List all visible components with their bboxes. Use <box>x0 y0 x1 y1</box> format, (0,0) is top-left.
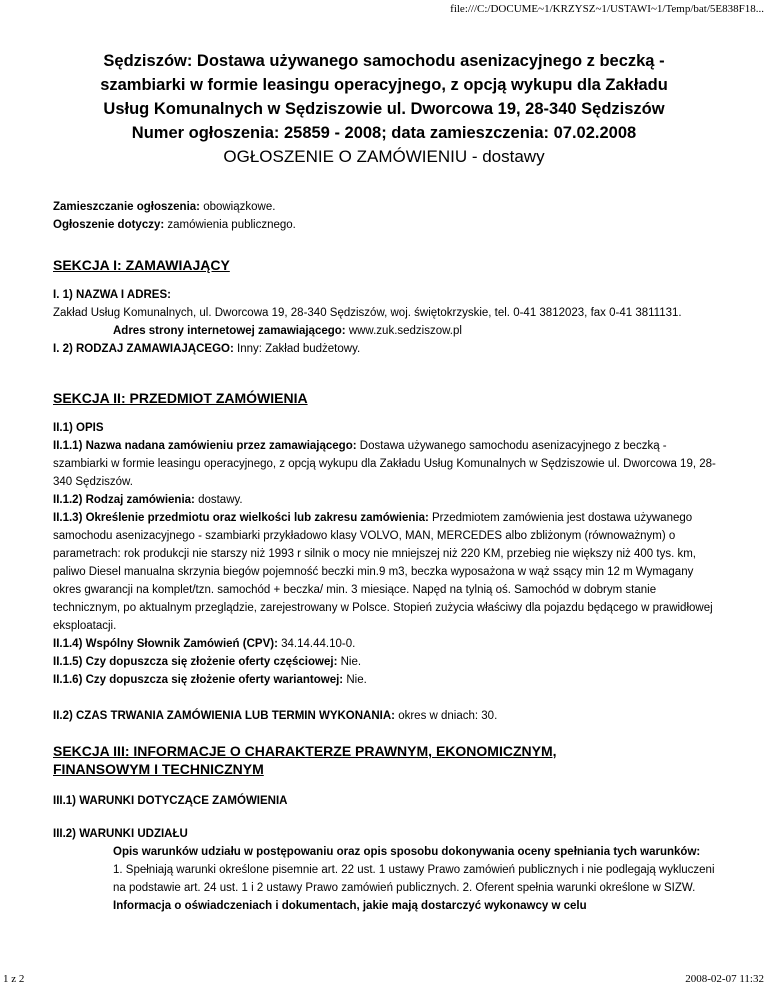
ii12-label: II.1.2) Rodzaj zamówienia: <box>53 494 195 506</box>
i1-label: I. 1) NAZWA I ADRES: <box>53 289 171 301</box>
ii14-label: II.1.4) Wspólny Słownik Zamówień (CPV): <box>53 638 278 650</box>
website-value: www.zuk.sedziszow.pl <box>345 325 462 337</box>
ii16-label: II.1.6) Czy dopuszcza się złożenie oferty wariantowej: <box>53 674 344 686</box>
print-datetime: 2008-02-07 11:32 <box>685 973 764 985</box>
website-label: Adres strony internetowej zamawiającego: <box>113 325 346 337</box>
i1-text: Zakład Usług Komunalnych, ul. Dworcowa 19, 28-340 Sędziszów, woj. świętokrzyskie, tel. 0-41 3812023, fax 0-41 3811131. <box>53 307 682 319</box>
i2-value: Inny: Zakład budżetowy. <box>233 343 361 355</box>
section-1-heading: SEKCJA I: ZAMAWIAJĄCY <box>53 257 230 273</box>
announcement-number: Numer ogłoszenia: 25859 - 2008; data zamieszczenia: 07.02.2008 <box>131 124 637 142</box>
placing-label: Zamieszczanie ogłoszenia: <box>53 201 200 213</box>
ii2-label: II.2) CZAS TRWANIA ZAMÓWIENIA LUB TERMIN WYKONANIA: <box>53 710 395 722</box>
announcement-type: OGŁOSZENIE O ZAMÓWIENIU - dostawy <box>223 147 545 166</box>
placing-value: obowiązkowe. <box>200 201 276 213</box>
iii1-label: III.1) WARUNKI DOTYCZĄCE ZAMÓWIENIA <box>53 795 288 807</box>
announcement-title <box>20 49 748 169</box>
iii2-label: III.2) WARUNKI UDZIAŁU <box>53 828 188 840</box>
ii11-label: II.1.1) Nazwa nadana zamówieniu przez zamawiającego: <box>53 440 357 452</box>
title-line-1: Sędziszów: Dostawa używanego samochodu asenizacyjnego z beczką - <box>103 52 665 70</box>
section-2-heading: SEKCJA II: PRZEDMIOT ZAMÓWIENIA <box>53 390 308 406</box>
ii2-value: okres w dniach: 30. <box>395 710 498 722</box>
ii12-value: dostawy. <box>194 494 243 506</box>
conditions-text: 1. Spełniają warunki określone pisemnie art. 22 ust. 1 ustawy Prawo zamówień publicznych i nie podlegają wykluczeni na podstawie art. 24 ust. 1 i 2 ustawy Prawo zamówień publicznych. 2. Oferent spełnia warunki określone w SIZW. <box>113 864 715 894</box>
ii15-value: Nie. <box>337 656 362 668</box>
intro-block <box>53 198 723 234</box>
iii2-block <box>53 825 723 915</box>
section-3-heading-line-2: FINANSOWYM I TECHNICZNYM <box>53 761 264 777</box>
ii2-block <box>53 707 723 725</box>
ii13-value: Przedmiotem zamówienia jest dostawa używanego samochodu asenizacyjnego - szambiarki przykładowo klasy VOLVO, MAN, MERCEDES albo zbliżonym (równoważnym) o parametrach: rok produkcji nie starszy niż 1993 r silnik o mocy nie mniejszej niż 220 KM, przebieg nie większy niż 400 tys. km, paliwo Diesel manualna skrzynia biegów pojemność beczki min.9 m3, beczka wyposażona w wąż ssący min 12 m Wymagany okres gwarancji na komplet/tzn. samochód + beczka/ min. 3 miesiące. Napęd na tylnią oś. Samochód w dobrym stanie technicznym, po aktualnym przeglądzie, zarejestrowany w Polsce. Stopień zużycia właściwy dla pojazdu będącego w prawidłowej eksploatacji. <box>53 512 713 632</box>
ii1-label: II.1) OPIS <box>53 422 104 434</box>
title-line-3: Usług Komunalnych w Sędziszowie ul. Dworcowa 19, 28-340 Sędziszów <box>103 100 665 118</box>
title-line-2: szambiarki w formie leasingu operacyjnego, z opcją wykupu dla Zakładu <box>100 76 668 94</box>
iii1-block <box>53 792 723 810</box>
ii13-label: II.1.3) Określenie przedmiotu oraz wielkości lub zakresu zamówienia: <box>53 512 429 524</box>
section-3-heading <box>53 742 718 778</box>
concerns-value: zamówienia publicznego. <box>164 219 296 231</box>
concerns-label: Ogłoszenie dotyczy: <box>53 219 165 231</box>
conditions-label: Opis warunków udziału w postępowaniu oraz opis sposobu dokonywania oceny spełniania tych warunków: <box>113 846 701 858</box>
section-1-body <box>53 286 723 358</box>
browser-url: file:///C:/DOCUME~1/KRZYSZ~1/USTAWI~1/Temp/bat/5E838F18... <box>450 3 764 15</box>
ii14-value: 34.14.44.10-0. <box>277 638 356 650</box>
i2-label: I. 2) RODZAJ ZAMAWIAJĄCEGO: <box>53 343 234 355</box>
documents-label: Informacja o oświadczeniach i dokumentach, jakie mają dostarczyć wykonawcy w celu <box>113 900 587 912</box>
ii16-value: Nie. <box>343 674 367 686</box>
ii15-label: II.1.5) Czy dopuszcza się złożenie oferty częściowej: <box>53 656 338 668</box>
section-3-heading-line-1: SEKCJA III: INFORMACJE O CHARAKTERZE PRAWNYM, EKONOMICZNYM, <box>53 743 557 759</box>
page-indicator: 1 z 2 <box>3 973 25 985</box>
section-2-body <box>53 419 723 689</box>
ii11-value: Dostawa używanego samochodu asenizacyjnego z beczką - szambiarki w formie leasingu operacyjnego, z opcją wykupu dla Zakładu Usług Komunalnych w Sędziszowie ul. Dworcowa 19, 28-340 Sędziszów. <box>53 440 716 488</box>
